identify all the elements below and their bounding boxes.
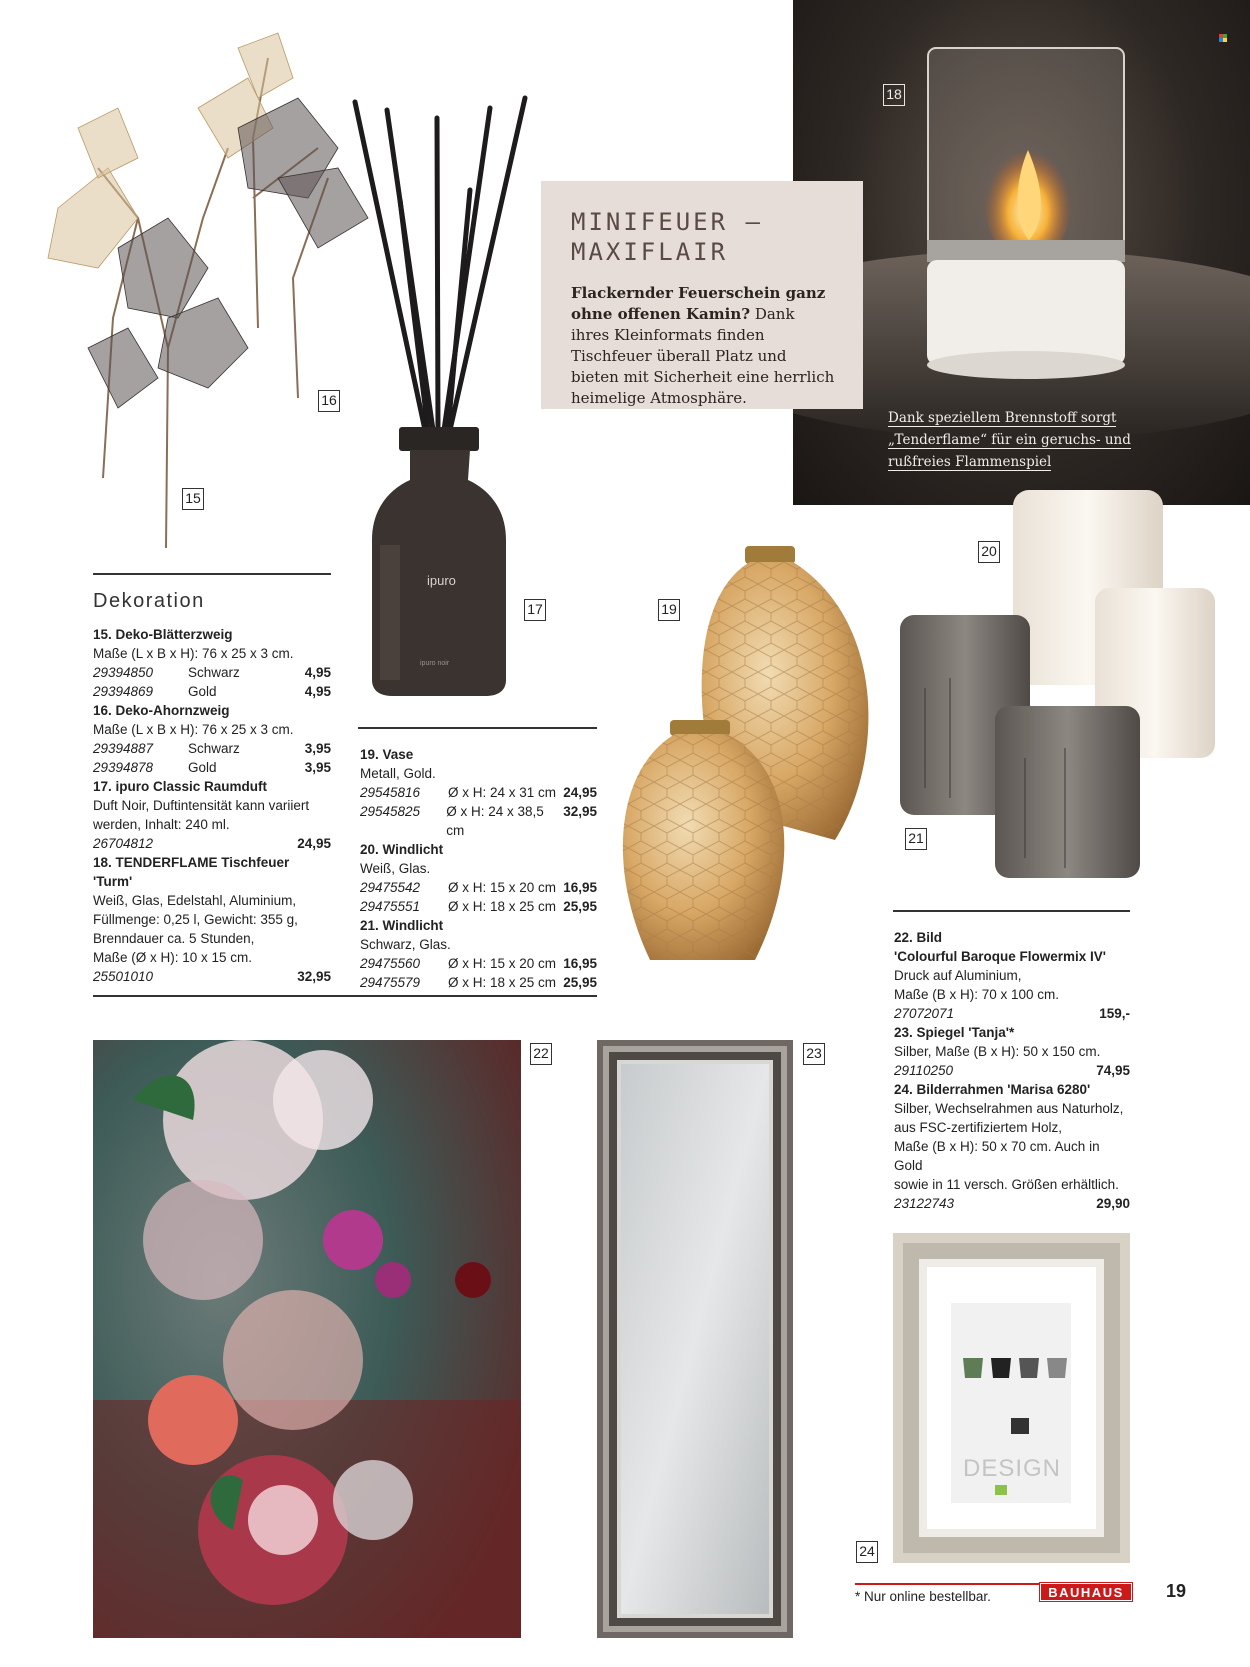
p15-variant-1 xyxy=(93,663,331,682)
p18-price-row xyxy=(93,967,331,986)
p24-price: 29,90 xyxy=(1096,1196,1130,1211)
p17-desc-1: Duft Noir, Duftintensität kann variiert xyxy=(93,798,310,813)
tenderflame-caption xyxy=(888,407,1218,473)
item-number-19: 19 xyxy=(658,599,680,621)
p15-v2-price: 4,95 xyxy=(304,684,331,699)
p20-v1-price: 16,95 xyxy=(563,880,597,895)
rule-right-top xyxy=(893,910,1130,912)
p21-v2-art: 29475579 xyxy=(360,975,421,990)
product-list-middle xyxy=(360,745,597,992)
item-number-20: 20 xyxy=(978,541,1000,563)
p19-v2-price: 32,95 xyxy=(563,804,597,819)
p17-price: 24,95 xyxy=(297,836,331,851)
p17-desc-2: werden, Inhalt: 240 ml. xyxy=(93,817,230,832)
p24-art: 23122743 xyxy=(894,1196,955,1211)
p21-title: 21. Windlicht xyxy=(360,918,444,933)
p21-v2-price: 25,95 xyxy=(563,975,597,990)
p15-v1-price: 4,95 xyxy=(304,665,331,680)
rule-mid-top xyxy=(358,727,597,729)
p19-title: 19. Vase xyxy=(360,747,414,762)
item-number-22: 22 xyxy=(530,1043,552,1065)
p15-title: 15. Deko-Blätterzweig xyxy=(93,627,233,642)
p19-variant-2 xyxy=(360,802,597,840)
feature-box xyxy=(541,181,863,409)
p24-desc-4: sowie in 11 versch. Größen erhältlich. xyxy=(894,1177,1119,1192)
diffuser-brand-label: ipuro xyxy=(427,573,456,588)
p23-price-row xyxy=(894,1061,1130,1080)
item-number-16: 16 xyxy=(318,390,340,412)
p16-v1-art: 29394887 xyxy=(93,741,154,756)
p16-variant-2 xyxy=(93,758,331,777)
p22-price: 159,- xyxy=(1099,1006,1130,1021)
p19-v1-art: 29545816 xyxy=(360,785,421,800)
p22-desc-2: Maße (B x H): 70 x 100 cm. xyxy=(894,987,1060,1002)
p16-size: Maße (L x B x H): 76 x 25 x 3 cm. xyxy=(93,722,294,737)
p15-v1-art: 29394850 xyxy=(93,665,154,680)
p20-variant-2 xyxy=(360,897,597,916)
vases-photo xyxy=(615,540,880,980)
item-number-15: 15 xyxy=(182,488,204,510)
p18-art: 25501010 xyxy=(93,969,154,984)
p24-desc-3: Maße (B x H): 50 x 70 cm. Auch in Gold xyxy=(894,1139,1100,1173)
item-number-17: 17 xyxy=(524,599,546,621)
p22-price-row xyxy=(894,1004,1130,1023)
p19-v1-price: 24,95 xyxy=(563,785,597,800)
p24-title: 24. Bilderrahmen 'Marisa 6280' xyxy=(894,1082,1091,1097)
p21-desc: Schwarz, Glas. xyxy=(360,937,451,952)
p18-title: 18. TENDERFLAME Tischfeuer 'Turm' xyxy=(93,855,290,889)
item-number-23: 23 xyxy=(803,1043,825,1065)
p24-price-row xyxy=(894,1194,1130,1213)
p21-variant-2 xyxy=(360,973,597,992)
p24-desc-2: aus FSC-zertifiziertem Holz, xyxy=(894,1120,1063,1135)
p22-title-1: 22. Bild xyxy=(894,930,943,945)
p19-variant-1 xyxy=(360,783,597,802)
p17-price-row xyxy=(93,834,331,853)
p19-v2-art: 29545825 xyxy=(360,804,421,819)
p16-v2-price: 3,95 xyxy=(304,760,331,775)
p23-art: 29110250 xyxy=(894,1063,954,1078)
product-list-right xyxy=(894,928,1130,1213)
p19-v2-name: Ø x H: 24 x 38,5 cm xyxy=(446,804,544,838)
frame-design-text: DESIGN xyxy=(963,1455,1062,1482)
feature-bold-text: Flackernder Feuerschein ganz ohne offenen Kamin? xyxy=(571,284,826,323)
caption-line-2: „Tenderflame“ für ein geruchs- und xyxy=(888,432,1131,448)
product-list-left xyxy=(93,625,331,986)
p21-v2-name: Ø x H: 18 x 25 cm xyxy=(448,975,557,990)
p20-v2-name: Ø x H: 18 x 25 cm xyxy=(448,899,557,914)
p18-desc-2: Füllmenge: 0,25 l, Gewicht: 355 g, xyxy=(93,912,298,927)
p16-v2-art: 29394878 xyxy=(93,760,154,775)
section-title: Dekoration xyxy=(93,590,205,612)
p20-v1-art: 29475542 xyxy=(360,880,421,895)
p21-variant-1 xyxy=(360,954,597,973)
rule-left-top xyxy=(93,573,331,575)
rule-left-bottom xyxy=(93,995,597,997)
item-number-21: 21 xyxy=(905,828,927,850)
diffuser-photo xyxy=(340,90,540,700)
p20-title: 20. Windlicht xyxy=(360,842,444,857)
p18-desc-4: Maße (Ø x H): 10 x 15 cm. xyxy=(93,950,253,965)
p20-v2-price: 25,95 xyxy=(563,899,597,914)
p20-variant-1 xyxy=(360,878,597,897)
p21-v1-art: 29475560 xyxy=(360,956,421,971)
caption-line-3: rußfreies Flammenspiel xyxy=(888,454,1052,470)
p22-desc-1: Druck auf Aluminium, xyxy=(894,968,1022,983)
p18-desc-1: Weiß, Glas, Edelstahl, Aluminium, xyxy=(93,893,297,908)
p16-v2-name: Gold xyxy=(188,760,217,775)
p16-variant-1 xyxy=(93,739,331,758)
p19-v1-name: Ø x H: 24 x 31 cm xyxy=(448,785,557,800)
p23-desc: Silber, Maße (B x H): 50 x 150 cm. xyxy=(894,1044,1101,1059)
p17-title: 17. ipuro Classic Raumduft xyxy=(93,779,268,794)
p23-title: 23. Spiegel 'Tanja'* xyxy=(894,1025,1015,1040)
item-number-18: 18 xyxy=(883,84,905,106)
color-mark-icon xyxy=(1219,34,1227,42)
p22-art: 27072071 xyxy=(894,1006,955,1021)
feature-title-line-1: MINIFEUER – xyxy=(571,208,763,236)
p16-v1-name: Schwarz xyxy=(188,741,240,756)
p23-price: 74,95 xyxy=(1096,1063,1130,1078)
p15-v2-art: 29394869 xyxy=(93,684,154,699)
p20-desc: Weiß, Glas. xyxy=(360,861,431,876)
mirror-photo xyxy=(597,1040,793,1638)
p21-v1-name: Ø x H: 15 x 20 cm xyxy=(448,956,557,971)
bauhaus-logo: BAUHAUS xyxy=(1040,1583,1132,1601)
p18-desc-3: Brenndauer ca. 5 Stunden, xyxy=(93,931,255,946)
p16-title: 16. Deko-Ahornzweig xyxy=(93,703,230,718)
p15-v2-name: Gold xyxy=(188,684,217,699)
feature-body-text: Dank ihres Kleinformats finden Tischfeuer überall Platz und bieten mit Sicherheit eine herrlich heimelige Atmosphäre. xyxy=(571,305,835,407)
p20-v1-name: Ø x H: 15 x 20 cm xyxy=(448,880,557,895)
item-number-24: 24 xyxy=(856,1541,878,1563)
p20-v2-art: 29475551 xyxy=(360,899,421,914)
p24-desc-1: Silber, Wechselrahmen aus Naturholz, xyxy=(894,1101,1124,1116)
p17-art: 26704812 xyxy=(93,836,154,851)
p16-v1-price: 3,95 xyxy=(304,741,331,756)
windlicht-photo xyxy=(895,488,1215,883)
caption-line-1: Dank speziellem Brennstoff sorgt xyxy=(888,410,1117,426)
p22-title-2: 'Colourful Baroque Flowermix IV' xyxy=(894,949,1106,964)
p15-v1-name: Schwarz xyxy=(188,665,240,680)
picture-frame-photo xyxy=(893,1233,1130,1563)
p19-desc: Metall, Gold. xyxy=(360,766,436,781)
p15-variant-2 xyxy=(93,682,331,701)
p15-size: Maße (L x B x H): 76 x 25 x 3 cm. xyxy=(93,646,294,661)
feature-title-line-2: MAXIFLAIR xyxy=(571,238,729,266)
p21-v1-price: 16,95 xyxy=(563,956,597,971)
page-number: 19 xyxy=(1166,1581,1187,1601)
diffuser-small-label: ipuro noir xyxy=(420,660,450,667)
p18-price: 32,95 xyxy=(297,969,331,984)
flower-picture xyxy=(93,1040,521,1638)
footnote: * Nur online bestellbar. xyxy=(855,1589,991,1604)
feature-text xyxy=(571,283,835,409)
